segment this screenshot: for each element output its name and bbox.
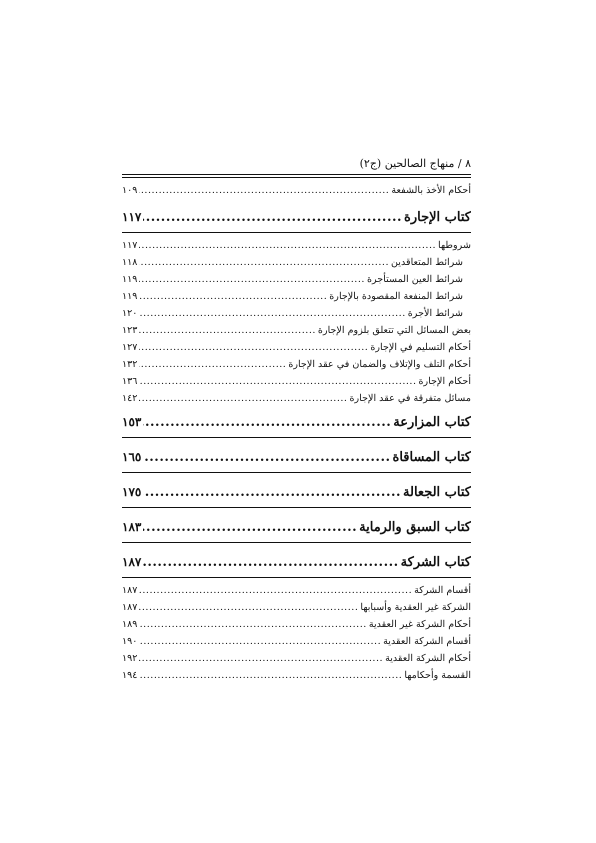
entry-title: أحكام الإجارة [418, 376, 471, 387]
chapter-title: كتاب المساقاة [392, 450, 471, 465]
toc-entry-row [122, 582, 471, 599]
page-number: ١٢٠ [122, 308, 138, 319]
chapter-title: كتاب الجعالة [403, 485, 471, 500]
toc-entry-row [122, 305, 471, 322]
page-number: ١١٧ [122, 240, 138, 251]
dot-leader [139, 305, 405, 322]
page-number: ١٠٩ [122, 185, 138, 196]
entry-title: أحكام الشركة غير العقدية [368, 619, 471, 630]
page-number: ١٢٣ [122, 325, 138, 336]
toc-chapter-row [122, 442, 471, 473]
page-number: ١٨٣ [122, 520, 142, 534]
page-number: ١٧٥ [122, 485, 142, 499]
dot-leader [139, 288, 327, 305]
page-number: ١١٩ [122, 274, 138, 285]
page-number: ١٩٤ [122, 670, 138, 681]
page-number: ١٥٣ [122, 415, 142, 429]
toc-entry-row [122, 373, 471, 390]
toc-entry-row [122, 356, 471, 373]
toc-entry-row [122, 322, 471, 339]
dot-leader [143, 513, 357, 543]
page-number: ١٨٧ [122, 602, 138, 613]
running-header [122, 154, 471, 175]
dot-leader [139, 582, 412, 599]
page-number: ١٣٦ [122, 376, 138, 387]
dot-leader [139, 633, 381, 650]
toc-entry-row [122, 182, 471, 199]
dot-leader [139, 390, 347, 407]
entry-title: شرائط العين المستأجرة [366, 274, 463, 285]
table-of-contents [122, 182, 471, 684]
toc-chapter-row [122, 202, 471, 233]
dot-leader [139, 373, 416, 390]
dot-leader [139, 322, 315, 339]
page-number: ١٨٧ [122, 585, 138, 596]
entry-title: شرائط الأجرة [407, 308, 463, 319]
toc-chapter-row [122, 407, 471, 438]
dot-leader [143, 548, 398, 578]
dot-leader [143, 203, 402, 233]
entry-title: أحكام التسليم في الإجارة [370, 342, 471, 353]
entry-title: شروطها [438, 240, 471, 251]
dot-leader [139, 667, 402, 684]
toc-chapter-row [122, 477, 471, 508]
page-number: ١٣٢ [122, 359, 138, 370]
dot-leader [139, 616, 366, 633]
toc-entry-row [122, 616, 471, 633]
toc-chapter-row [122, 512, 471, 543]
entry-title: أحكام الأخذ بالشفعة [391, 185, 471, 196]
page-number: ١٢٧ [122, 342, 138, 353]
page-number: ١٨٧ [122, 555, 142, 569]
page-number: ١٩٠ [122, 636, 138, 647]
page-number: ١١٧ [122, 210, 142, 224]
toc-entry-row [122, 254, 471, 271]
page-number: ١١٨ [122, 257, 138, 268]
dot-leader [139, 254, 389, 271]
page-number: ١٤٢ [122, 393, 138, 404]
entry-title: شرائط المنفعة المقصودة بالإجارة [329, 291, 463, 302]
toc-entry-row [122, 599, 471, 616]
entry-title: شرائط المتعاقدين [391, 257, 463, 268]
dot-leader [143, 408, 391, 438]
chapter-title: كتاب الشركة [400, 555, 471, 570]
toc-entry-row [122, 237, 471, 254]
dot-leader [139, 339, 368, 356]
entry-title: أقسام الشركة العقدية [383, 636, 471, 647]
toc-entry-row [122, 271, 471, 288]
dot-leader [143, 443, 390, 473]
entry-title: القسمة وأحكامها [404, 670, 471, 681]
toc-chapter-row [122, 547, 471, 578]
entry-title: مسائل متفرقة في عقد الإجارة [349, 393, 471, 404]
page-number: ١١٩ [122, 291, 138, 302]
chapter-title: كتاب المزارعة [393, 415, 471, 430]
chapter-title: كتاب الإجارة [404, 210, 471, 225]
dot-leader [139, 356, 286, 373]
dot-leader [139, 650, 383, 667]
page-number: ١٦٥ [122, 450, 142, 464]
dot-leader [139, 599, 358, 616]
chapter-title: كتاب السبق والرماية [359, 520, 471, 535]
entry-title: أقسام الشركة [414, 585, 471, 596]
toc-entry-row [122, 339, 471, 356]
entry-title: أحكام التلف والإتلاف والضمان في عقد الإجارة [288, 359, 471, 370]
toc-entry-row [122, 667, 471, 684]
toc-entry-row [122, 390, 471, 407]
dot-leader [139, 182, 389, 199]
toc-entry-row [122, 650, 471, 667]
entry-title: أحكام الشركة العقدية [385, 653, 471, 664]
page-number: ١٨٩ [122, 619, 138, 630]
page-number: ١٩٢ [122, 653, 138, 664]
dot-leader [139, 271, 364, 288]
entry-title: بعض المسائل التي تتعلق بلزوم الإجارة [317, 325, 471, 336]
running-title: ٨ / منهاج الصالحين (ج٢) [359, 157, 471, 170]
toc-entry-row [122, 288, 471, 305]
dot-leader [139, 237, 436, 254]
entry-title: الشركة غير العقدية وأسبابها [360, 602, 471, 613]
toc-entry-row [122, 633, 471, 650]
dot-leader [143, 478, 401, 508]
